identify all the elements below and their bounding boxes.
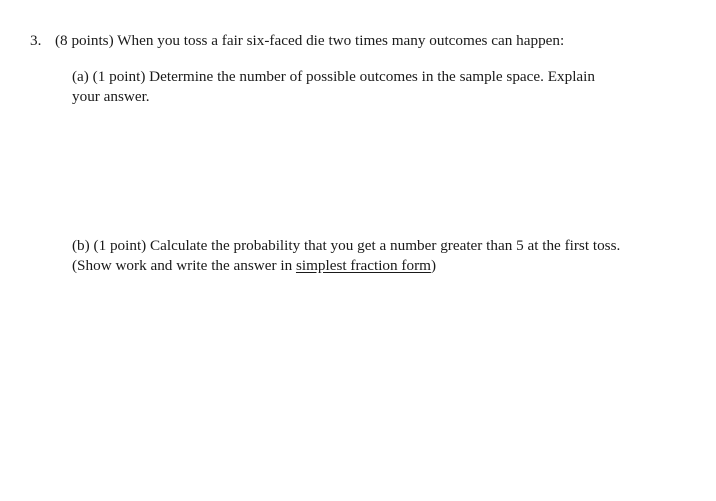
part-a-line-1: (a) (1 point) Determine the number of possible outcomes in the sample space. Explain [72, 68, 595, 85]
question-3 [30, 31, 564, 51]
part-b-line-2 [72, 256, 672, 276]
part-b-line-1: (b) (1 point) Calculate the probability that you get a number greater than 5 at the first toss. [72, 237, 621, 254]
part-b [72, 236, 672, 276]
part-a-line-2: your answer. [72, 88, 150, 105]
part-a [72, 67, 672, 107]
part-b-instruction-end: ) [430, 257, 436, 274]
simplest-fraction-form-text: simplest fraction form [295, 257, 431, 274]
part-b-instruction-start: (Show work and write the answer in [72, 257, 296, 274]
question-number: 3. [30, 32, 42, 49]
question-text: (8 points) When you toss a fair six-faced die two times many outcomes can happen: [55, 32, 565, 49]
